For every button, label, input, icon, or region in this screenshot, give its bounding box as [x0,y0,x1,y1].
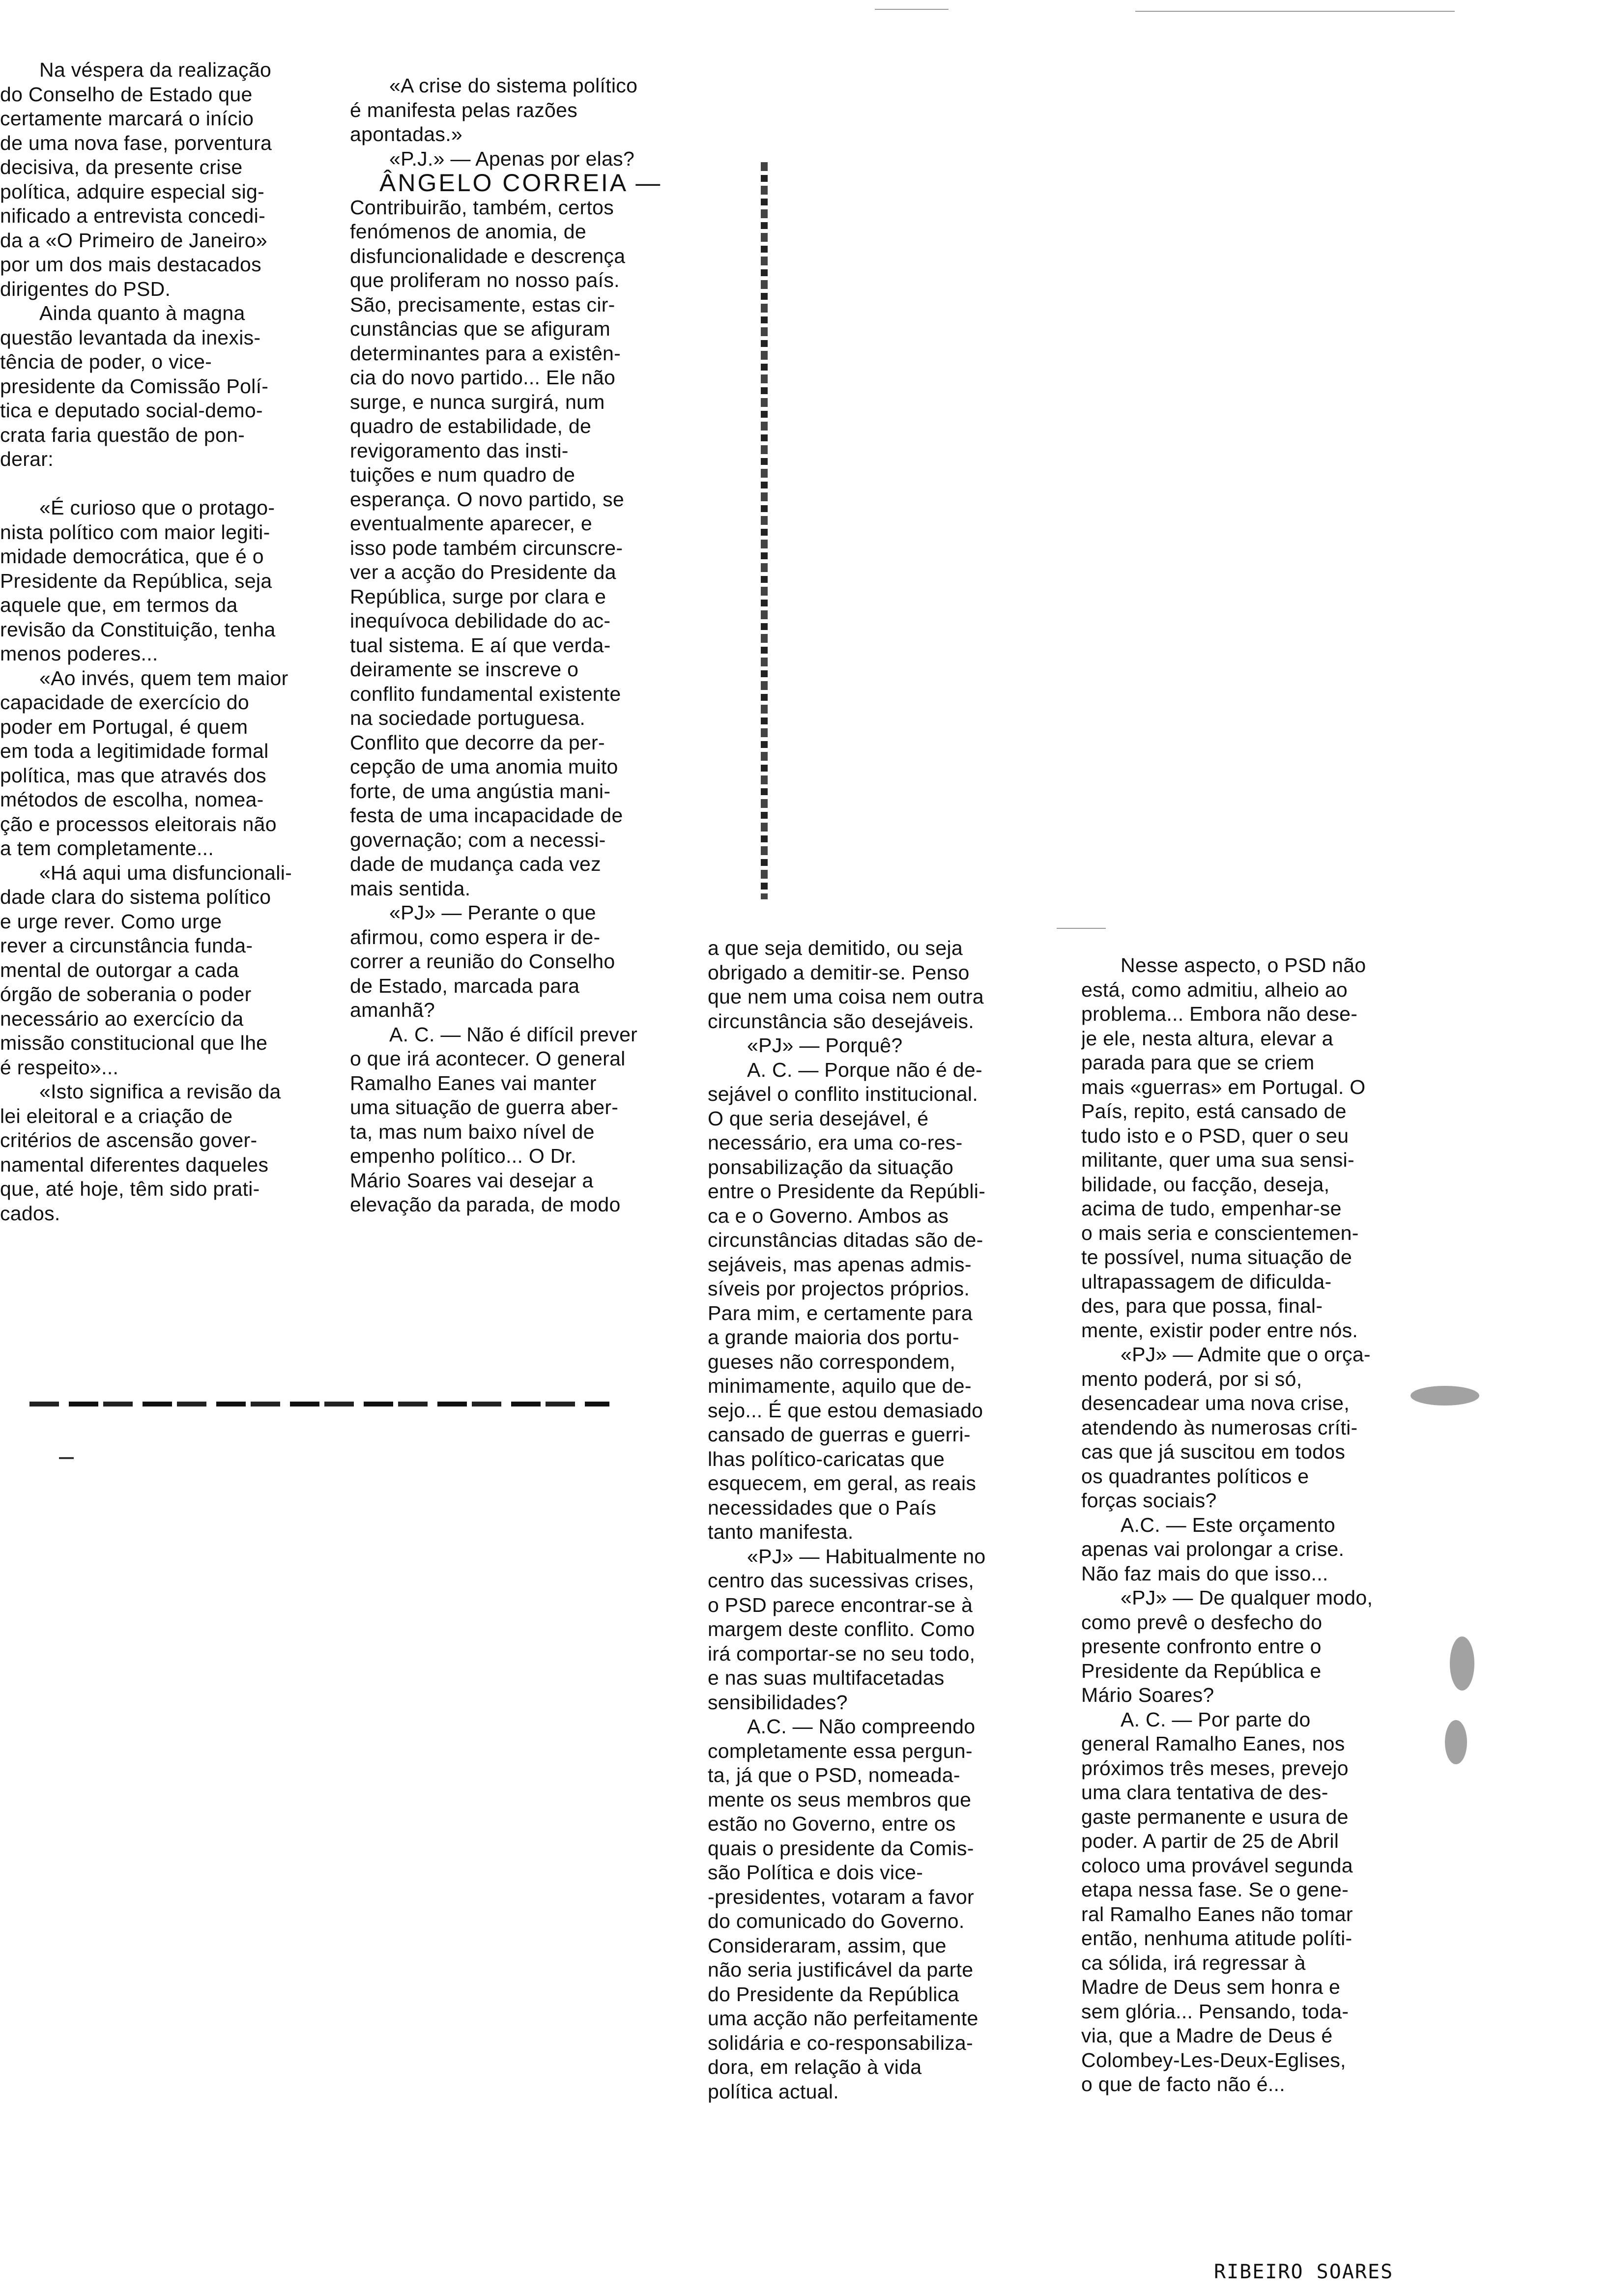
article-text-line: via, que a Madre de Deus é [1081,2024,1333,2047]
article-text-line: general Ramalho Eanes, nos [1081,1732,1345,1755]
article-text-line: o PSD parece encontrar-se à [708,1593,973,1616]
article-text-line: esquecem, em geral, as reais [708,1472,977,1494]
article-text-line: A.C. — Não compreendo [747,1715,976,1738]
article-text-line: coloco uma provável segunda [1081,1854,1353,1877]
article-text-line: A. C. — Não é difícil prever [389,1023,638,1046]
scan-mark [875,9,949,10]
article-text-line: capacidade de exercício do [0,691,249,714]
article-text-line: da a «O Primeiro de Janeiro» [0,229,267,252]
article-text-line: ver a acção do Presidente da [350,561,616,583]
article-text-line: isso pode também circunscre- [350,536,623,559]
article-text-line: completamente essa pergun- [708,1739,973,1762]
article-text-line: ponsabilização da situação [708,1155,954,1178]
article-text-line: forças sociais? [1081,1489,1217,1512]
article-text-line: é manifesta pelas razões [350,98,578,121]
article-text-line: presidente da Comissão Polí- [0,374,269,398]
article-text-line: mental de outorgar a cada [0,958,239,981]
article-text-line: o que de facto não é... [1081,2073,1285,2095]
article-text-line: como prevê o desfecho do [1081,1610,1323,1634]
article-text-line: presente confronto entre o [1081,1635,1322,1658]
article-text-line: na sociedade portuguesa. [350,707,586,729]
article-text-line: questão levantada da inexis- [0,326,261,349]
article-text-line: aquele que, em termos da [0,594,238,616]
article-text-line: je ele, nesta altura, elevar a [1081,1027,1333,1050]
article-text-line: irá comportar-se no seu todo, [708,1642,976,1665]
article-text-line: síveis por projectos próprios. [708,1277,970,1300]
article-text-line: conflito fundamental existente [350,682,621,705]
article-text-line: tual sistema. E aí que verda- [350,633,611,657]
article-text-line: cados. [0,1202,60,1225]
article-text-line: minimamente, aquilo que de- [708,1375,972,1397]
article-text-line: menos poderes... [0,642,158,665]
article-text-line: «Isto significa a revisão da [39,1080,281,1103]
article-text-line: gueses não correspondem, [708,1350,956,1373]
article-text-line: uma situação de guerra aber- [350,1096,619,1119]
article-text-line: a grande maioria dos portu- [708,1326,959,1349]
article-text-line: ca sólida, irá regressar à [1081,1951,1306,1974]
article-text-line: governação; com a necessi- [350,828,606,851]
article-text-line: são Política e dois vice- [708,1861,923,1884]
ink-smudge [1410,1386,1479,1406]
article-text-line: mente os seus membros que [708,1788,972,1811]
article-text-line: solidária e co-responsabiliza- [708,2031,973,2054]
torn-edge [29,1402,609,1406]
article-text-line: mais «guerras» em Portugal. O [1081,1075,1366,1098]
scan-mark [59,1457,74,1459]
article-text-line: mais sentida. [350,877,471,900]
article-text-line: quadro de estabilidade, de [350,415,592,437]
article-text-line: cia do novo partido... Ele não [350,366,616,389]
article-text-line: tanto manifesta. [708,1521,854,1543]
article-text-line: não seria justificável da parte [708,1958,974,1981]
article-text-line: A. C. — Porque não é de- [747,1058,982,1081]
article-text-line: ção e processos eleitorais não [0,812,277,835]
article-text-line: Ainda quanto à magna [39,302,245,324]
article-text-line: Presidente da República, seja [0,569,272,592]
article-text-line: métodos de escolha, nomea- [0,788,264,811]
article-text-line: que proliferam no nosso país. [350,269,620,291]
article-text-line: necessidades que o País [708,1496,937,1519]
article-text-line: Ramalho Eanes vai manter [350,1071,597,1094]
article-text-line: militante, quer uma sua sensi- [1081,1148,1354,1171]
article-text-line: afirmou, como espera ir de- [350,925,601,948]
article-text-line: «Há aqui uma disfuncionali- [39,861,292,884]
article-text-line: forte, de uma angústia mani- [350,779,611,803]
article-text-line: ca e o Governo. Ambos as [708,1204,949,1227]
article-text-line: então, nenhuma atitude políti- [1081,1927,1353,1950]
article-text-line: de uma nova fase, porventura [0,131,272,154]
article-text-line: fenómenos de anomia, de [350,220,587,243]
article-text-line: Conflito que decorre da per- [350,731,605,754]
article-text-line: revisão da Constituição, tenha [0,618,276,641]
article-column-1 [0,58,374,1226]
article-text-line: tica e deputado social-demo- [0,399,263,422]
article-text-line: certamente marcará o início [0,107,254,130]
article-text-line: margem deste conflito. Como [708,1618,975,1640]
scan-mark [1057,928,1106,929]
ink-smudge [1450,1636,1474,1691]
article-text-line: amanhã? [350,999,435,1021]
article-text-line: apenas vai prolongar a crise. [1081,1538,1345,1560]
scan-mark [1135,11,1455,12]
article-column-3 [708,936,1086,2104]
article-text-line: uma clara tentativa de des- [1081,1781,1328,1804]
article-text-line: eventualmente aparecer, e [350,512,592,535]
article-text-line: cansado de guerras e guerri- [708,1423,971,1446]
article-text-line: Mário Soares? [1081,1684,1214,1706]
article-text-line: decisiva, da presente crise [0,156,243,178]
article-text-line: a que seja demitido, ou seja [708,937,963,959]
article-text-line: elevação da parada, de modo [350,1193,621,1216]
article-text-line: desencadear uma nova crise, [1081,1392,1350,1414]
article-text-line: ÂNGELO CORREIA — [379,169,662,197]
article-text-line: acima de tudo, empenhar-se [1081,1197,1342,1220]
article-text-line: «PJ» — Porquê? [747,1034,903,1057]
article-text-line: ultrapassagem de dificulda- [1081,1270,1332,1293]
article-text-line: ta, mas num baixo nível de [350,1120,595,1143]
article-text-line: correr a reunião do Conselho [350,950,615,973]
article-text-line: Não faz mais do que isso... [1081,1562,1328,1585]
article-text-line: Contribuirão, também, certos [350,196,614,219]
article-text-line: «A crise do sistema político [389,74,638,97]
article-text-line: do Presidente da República [708,1982,959,2006]
article-text-line: «É curioso que o protago- [39,496,275,519]
article-text-line: órgão de soberania o poder [0,983,252,1005]
article-text-line: inequívoca debilidade do ac- [350,609,611,632]
article-text-line: O que seria desejável, é [708,1107,929,1130]
article-text-line: parada para que se criem [1081,1051,1315,1074]
article-text-line: sejáveis, mas apenas admis- [708,1253,972,1276]
article-text-line: a tem completamente... [0,837,214,860]
article-text-line: problema... Embora não dese- [1081,1003,1358,1025]
article-text-line: namental diferentes daqueles [0,1153,269,1176]
article-text-line: disfuncionalidade e descrença [350,244,626,267]
article-text-line: Madre de Deus sem honra e [1081,1976,1341,1998]
article-text-line: que, até hoje, têm sido prati- [0,1177,260,1200]
article-text-line: e nas suas multifacetadas [708,1666,945,1689]
article-text-line: São, precisamente, estas cir- [350,293,615,316]
article-text-line: próximos três meses, prevejo [1081,1756,1349,1779]
article-text-line: circunstâncias ditadas são de- [708,1229,983,1251]
article-text-line: tuições e num quadro de [350,463,576,486]
article-text-line: quais o presidente da Comis- [708,1837,974,1860]
article-text-line: necessário ao exercício da [0,1007,244,1030]
article-text-line: entre o Presidente da Repúbli- [708,1180,986,1203]
article-text-line: política, adquire especial sig- [0,180,265,203]
article-text-line: cas que já suscitou em todos [1081,1440,1346,1463]
article-text-line: País, repito, está cansado de [1081,1100,1347,1122]
article-text-line: surge, e nunca surgirá, num [350,390,605,413]
article-text-line: sejo... É que estou demasiado [708,1399,983,1422]
article-text-line: «P.J.» — Apenas por elas? [389,147,635,170]
article-text-line: crata faria questão de pon- [0,423,245,446]
article-text-line: A. C. — Por parte do [1121,1708,1311,1731]
article-text-line: cunstâncias que se afiguram [350,317,611,340]
article-text-line: política, mas que através dos [0,764,266,787]
article-text-line: uma acção não perfeitamente [708,2007,979,2030]
article-text-line: necessário, era uma co-res- [708,1131,963,1154]
article-text-line: tudo isto e o PSD, quer o seu [1081,1124,1349,1147]
article-text-line: dirigentes do PSD. [0,277,171,300]
article-text-line: Consideraram, assim, que [708,1934,947,1957]
article-text-line: sensibilidades? [708,1691,848,1714]
article-text-line: A.C. — Este orçamento [1121,1513,1335,1536]
article-text-line: «PJ» — Perante o que [389,901,596,924]
article-text-line [0,472,374,496]
article-text-line: Para mim, e certamente para [708,1301,973,1324]
article-text-line: ta, já que o PSD, nomeada- [708,1764,960,1786]
article-text-line: sejável o conflito institucional. [708,1083,979,1105]
article-text-line: República, surge por clara e [350,585,606,608]
article-text-line: sem glória... Pensando, toda- [1081,2000,1349,2023]
ink-smudge [1445,1720,1467,1764]
article-text-line: rever a circunstância funda- [0,934,253,957]
article-text-line: é respeito»... [0,1056,119,1079]
article-text-line: lei eleitoral e a criação de [0,1104,233,1127]
article-text-line: apontadas.» [350,123,463,145]
article-text-line: mento poderá, por si só, [1081,1367,1302,1390]
article-column-2 [350,74,763,1217]
article-text-line: poder em Portugal, é quem [0,715,248,738]
article-text-line: Mário Soares vai desejar a [350,1169,594,1192]
article-text-line: dade de mudança cada vez [350,853,601,875]
article-text-line: e urge rever. Como urge [0,910,222,933]
article-text-line: lhas político-caricatas que [708,1447,945,1470]
article-text-line: do comunicado do Governo. [708,1910,965,1932]
article-text-line: mente, existir poder entre nós. [1081,1319,1358,1342]
article-text-line: dade clara do sistema político [0,886,271,908]
article-text-line: está, como admitiu, alheio ao [1081,978,1348,1001]
article-text-line: estão no Governo, entre os [708,1812,956,1835]
column-rule [761,162,768,899]
article-text-line: des, para que possa, final- [1081,1294,1323,1317]
article-text-line: critérios de ascensão gover- [0,1129,258,1151]
article-text-line: nificado a entrevista concedi- [0,204,266,227]
article-text-line: derar: [0,448,54,470]
article-text-line: empenho político... O Dr. [350,1145,577,1167]
article-text-line: determinantes para a existên- [350,342,621,365]
article-text-line: revigoramento das insti- [350,439,569,462]
article-text-line: deiramente se inscreve o [350,658,579,681]
article-text-line: «PJ» — Habitualmente no [747,1545,986,1568]
article-text-line: «PJ» — De qualquer modo, [1121,1586,1373,1609]
author-signature: RIBEIRO SOARES [1214,2261,1394,2283]
article-text-line: Na véspera da realização [39,58,272,81]
article-text-line: nista político com maior legiti- [0,520,270,544]
article-text-line: gaste permanente e usura de [1081,1805,1349,1828]
article-text-line: que nem uma coisa nem outra [708,985,984,1008]
article-text-line: bilidade, ou facção, deseja, [1081,1173,1330,1196]
article-text-line: festa de uma incapacidade de [350,804,623,827]
article-text-line: -presidentes, votaram a favor [708,1885,974,1908]
article-text-line: missão constitucional que lhe [0,1032,268,1054]
article-text-line: poder. A partir de 25 de Abril [1081,1830,1339,1852]
article-text-line: Nesse aspecto, o PSD não [1121,954,1366,976]
article-text-line: «PJ» — Admite que o orça- [1121,1343,1371,1366]
article-text-line: etapa nessa fase. Se o gene- [1081,1878,1349,1901]
article-text-line: do Conselho de Estado que [0,83,253,106]
article-text-line: ral Ramalho Eanes não tomar [1081,1902,1353,1925]
article-text-line: os quadrantes políticos e [1081,1464,1309,1488]
article-text-line: por um dos mais destacados [0,253,261,276]
article-text-line: política actual. [708,2080,839,2103]
article-text-line: «Ao invés, quem tem maior [39,666,288,689]
article-text-line: esperança. O novo partido, se [350,488,624,511]
article-text-line: Presidente da República e [1081,1659,1322,1682]
article-text-line: circunstância são desejáveis. [708,1009,974,1033]
article-text-line: em toda a legitimidade formal [0,740,269,762]
article-text-line: tência de poder, o vice- [0,350,212,373]
article-text-line: obrigado a demitir-se. Penso [708,961,970,984]
article-text-line: centro das sucessivas crises, [708,1569,974,1592]
article-text-line: Colombey-Les-Deux-Eglises, [1081,2048,1346,2071]
article-text-line: cepção de uma anomia muito [350,755,618,778]
article-text-line: te possível, numa situação de [1081,1246,1353,1268]
article-text-line: o que irá acontecer. O general [350,1047,626,1070]
article-text-line: o mais seria e conscientemen- [1081,1221,1359,1244]
article-text-line: midade democrática, que é o [0,545,264,568]
article-column-4 [1081,953,1474,2097]
article-text-line: dora, em relação à vida [708,2056,922,2078]
article-text-line: de Estado, marcada para [350,974,580,997]
article-text-line: atendendo às numerosas críti- [1081,1416,1358,1439]
